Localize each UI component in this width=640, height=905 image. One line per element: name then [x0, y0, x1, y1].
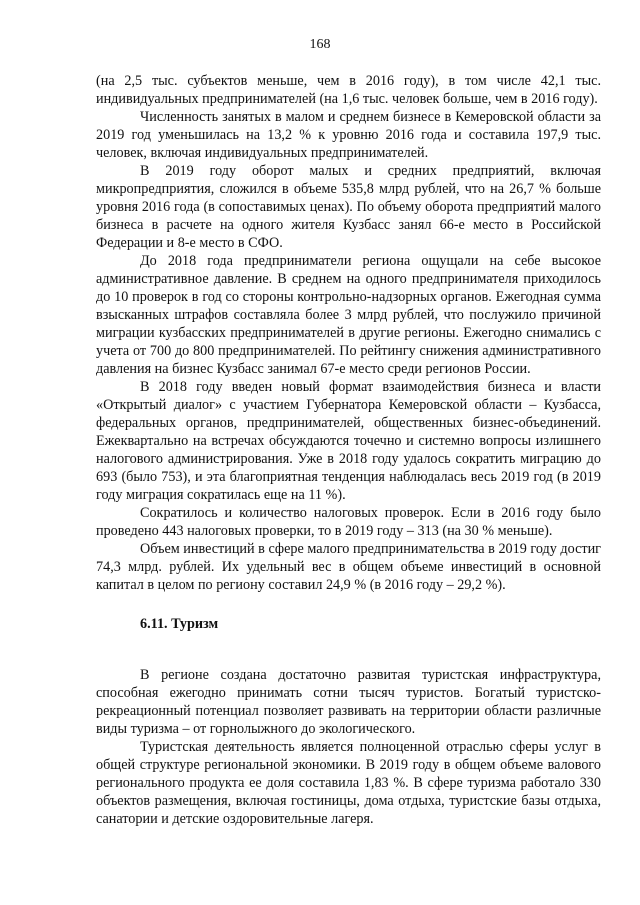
- paragraph-employment: Численность занятых в малом и среднем бизнесе в Кемеровской области за 2019 год уменьшилась на 13,2 % к уровню 2016 года и составила 197,9 тыс. человек, включая индивидуальных предпринимателей.: [96, 109, 601, 161]
- paragraph-open-dialogue: В 2018 году введен новый формат взаимодействия бизнеса и власти «Открытый диалог» с участием Губернатора Кемеровской области – Кузбасса, федеральных органов, предпринимателей, общественных бизнес-объединений. Ежеквартально на встречах обсуждаются точечно и системно вопросы излишнего налогового администрирования. Уже в 2018 году удалось сократить миграцию до 693 (было 753), и эта благоприятная тенденция наблюдалась весь 2019 год (в 2019 году миграция сократилась еще на 11 %).: [96, 379, 601, 503]
- paragraph-tax-inspections: Сократилось и количество налоговых проверок. Если в 2016 году было проведено 443 налоговых проверки, то в 2019 году – 313 (на 30 % меньше).: [96, 505, 601, 539]
- paragraph-tourism-infrastructure: В регионе создана достаточно развитая туристская инфраструктура, способная ежегодно принимать сотни тысяч туристов. Богатый туристско-рекреационный потенциал позволяет развивать на территории области различные виды туризма – от горнолыжного до экологического.: [96, 667, 601, 737]
- paragraph-turnover: В 2019 году оборот малых и средних предприятий, включая микропредприятия, сложился в объеме 535,8 млрд рублей, что на 26,7 % больше уровня 2016 года (в сопоставимых ценах). По объему оборота предприятий малого бизнеса в расчете на одного жителя Кузбасс занял 66-е место в Российской Федерации и 8-е место в СФО.: [96, 163, 601, 251]
- paragraph-investments: Объем инвестиций в сфере малого предпринимательства в 2019 году достиг 74,3 млрд. рублей. Их удельный вес в общем объеме инвестиций в основной капитал в целом по региону составил 24,9 % (в 2016 году – 29,2 %).: [96, 541, 601, 593]
- page-number: 168: [309, 37, 331, 52]
- paragraph-admin-pressure: До 2018 года предприниматели региона ощущали на себе высокое административное давление. В среднем на одного предпринимателя приходилось до 10 проверок в год со стороны контрольно-надзорных органов. Ежегодная сумма взысканных штрафов составляла более 3 млрд рублей, что послужило причиной миграции кузбасских предпринимателей в другие регионы. Ежегодно снимались с учета от 700 до 800 предпринимателей. По рейтингу снижения административного давления на бизнес Кузбасс занимал 67-е место среди регионов России.: [96, 253, 601, 377]
- paragraph-continuation: (на 2,5 тыс. субъектов меньше, чем в 2016 году), в том числе 42,1 тыс. индивидуальных предпринимателей (на 1,6 тыс. человек больше, чем в 2016 году).: [96, 73, 601, 107]
- section-heading: 6.11. Туризм: [140, 616, 219, 632]
- page-body: [96, 72, 601, 828]
- paragraph-tourism-industry: Туристская деятельность является полноценной отраслью сферы услуг в общей структуре региональной экономики. В 2019 году в общем объеме валового регионального продукта ее доля составила 1,83 %. В сфере туризма работало 330 объектов размещения, включая гостиницы, дома отдыха, туристские базы отдыха, санатории и детские оздоровительные лагеря.: [96, 739, 601, 827]
